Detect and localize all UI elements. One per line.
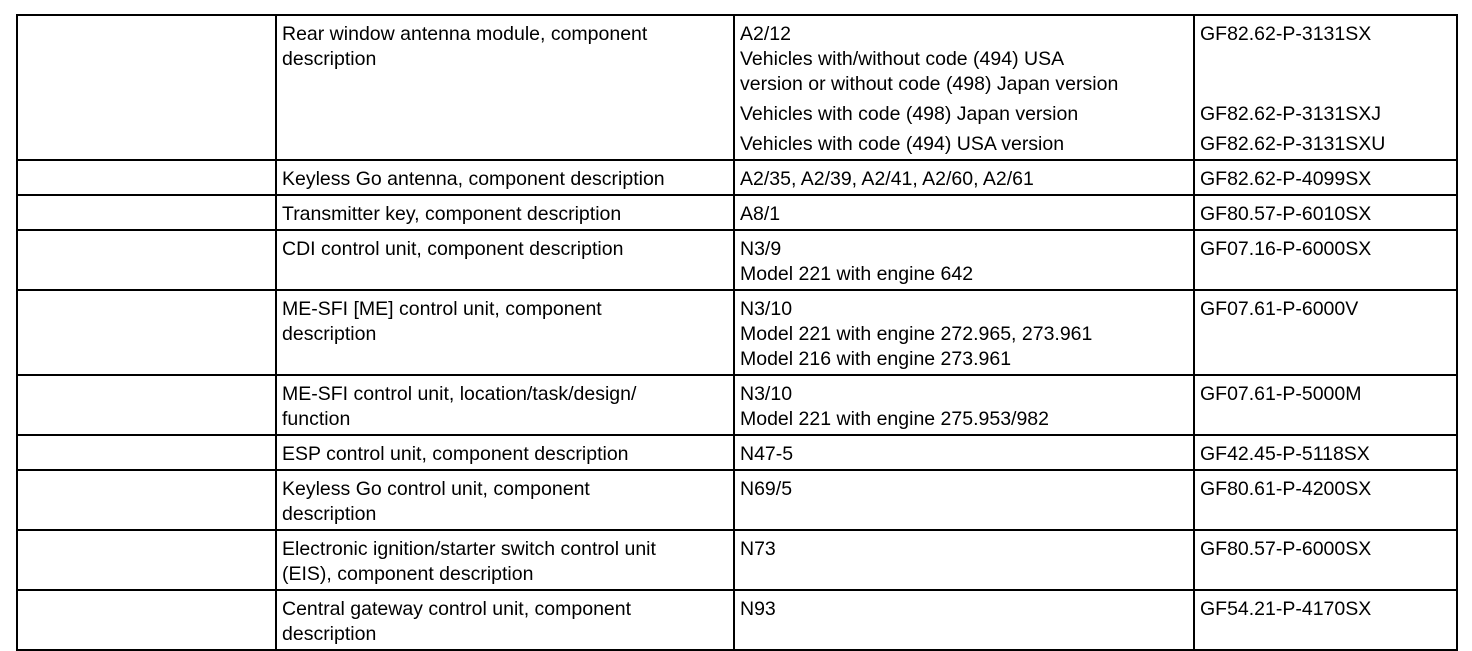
table-row xyxy=(17,15,1457,160)
document-code: GF07.61-P-6000V xyxy=(1200,298,1359,320)
document-code: GF07.16-P-6000SX xyxy=(1200,238,1372,260)
table-row xyxy=(17,230,1457,290)
document-code: GF54.21-P-4170SX xyxy=(1200,598,1372,620)
empty-cell xyxy=(17,470,276,530)
empty-cell xyxy=(17,375,276,435)
table-row xyxy=(17,530,1457,590)
component-table xyxy=(16,14,1458,651)
component-line: A8/1 xyxy=(740,203,781,225)
component-line: Vehicles with/without code (494) USA xyxy=(740,48,1065,70)
component-line: N93 xyxy=(740,598,776,620)
description-cell xyxy=(276,375,734,435)
table-row xyxy=(17,375,1457,435)
description-line: ESP control unit, component description xyxy=(282,443,629,465)
component-line: version or without code (498) Japan version xyxy=(740,73,1119,95)
empty-cell xyxy=(17,195,276,230)
document-cell xyxy=(1194,470,1457,530)
description-line: (EIS), component description xyxy=(282,563,534,585)
document-cell xyxy=(1194,15,1457,160)
table-row xyxy=(17,160,1457,195)
component-cell xyxy=(734,195,1194,230)
description-line: description xyxy=(282,48,377,70)
description-line: Keyless Go control unit, component xyxy=(282,478,590,500)
description-cell xyxy=(276,590,734,650)
document-code: GF82.62-P-4099SX xyxy=(1200,168,1372,190)
empty-cell xyxy=(17,15,276,160)
document-code: GF80.57-P-6000SX xyxy=(1200,538,1372,560)
empty-cell xyxy=(17,435,276,470)
component-line: Vehicles with code (498) Japan version xyxy=(740,103,1079,125)
description-cell xyxy=(276,470,734,530)
description-line: description xyxy=(282,323,377,345)
description-cell xyxy=(276,530,734,590)
description-line: description xyxy=(282,623,377,645)
description-line: CDI control unit, component description xyxy=(282,238,624,260)
component-cell xyxy=(734,15,1194,160)
table-row xyxy=(17,435,1457,470)
component-line: Model 221 with engine 642 xyxy=(740,263,974,285)
document-cell xyxy=(1194,195,1457,230)
description-cell xyxy=(276,15,734,160)
description-cell xyxy=(276,160,734,195)
description-line: description xyxy=(282,503,377,525)
component-line: N3/10 xyxy=(740,298,793,320)
table-row xyxy=(17,195,1457,230)
empty-cell xyxy=(17,160,276,195)
description-line: Central gateway control unit, component xyxy=(282,598,632,620)
document-cell xyxy=(1194,530,1457,590)
component-cell xyxy=(734,435,1194,470)
document-code: GF82.62-P-3131SXU xyxy=(1200,133,1386,155)
empty-cell xyxy=(17,530,276,590)
empty-cell xyxy=(17,290,276,375)
component-cell xyxy=(734,470,1194,530)
document-cell xyxy=(1194,230,1457,290)
document-code: GF80.57-P-6010SX xyxy=(1200,203,1372,225)
document-code: GF07.61-P-5000M xyxy=(1200,383,1362,405)
empty-cell xyxy=(17,230,276,290)
table-row xyxy=(17,590,1457,650)
component-line: Model 221 with engine 272.965, 273.961 xyxy=(740,323,1093,345)
table-row xyxy=(17,470,1457,530)
component-line: N69/5 xyxy=(740,478,793,500)
description-cell xyxy=(276,195,734,230)
description-cell xyxy=(276,435,734,470)
empty-cell xyxy=(17,590,276,650)
component-line: Vehicles with code (494) USA version xyxy=(740,133,1065,155)
component-cell xyxy=(734,230,1194,290)
table-row xyxy=(17,290,1457,375)
component-line: N3/10 xyxy=(740,383,793,405)
document-cell xyxy=(1194,435,1457,470)
component-line: A2/12 xyxy=(740,23,791,45)
document-cell xyxy=(1194,160,1457,195)
component-line: A2/35, A2/39, A2/41, A2/60, A2/61 xyxy=(740,168,1034,190)
document-code: GF42.45-P-5118SX xyxy=(1200,443,1370,465)
document-code: GF80.61-P-4200SX xyxy=(1200,478,1372,500)
component-line: Model 216 with engine 273.961 xyxy=(740,348,1012,370)
description-line: ME-SFI [ME] control unit, component xyxy=(282,298,602,320)
component-cell xyxy=(734,160,1194,195)
component-line: N73 xyxy=(740,538,776,560)
description-line: Keyless Go antenna, component description xyxy=(282,168,665,190)
document-cell xyxy=(1194,590,1457,650)
description-line: ME-SFI control unit, location/task/design/ xyxy=(282,383,637,405)
component-cell xyxy=(734,590,1194,650)
component-cell xyxy=(734,530,1194,590)
component-line: N3/9 xyxy=(740,238,782,260)
document-cell xyxy=(1194,290,1457,375)
component-cell xyxy=(734,290,1194,375)
component-line: N47-5 xyxy=(740,443,794,465)
document-code: GF82.62-P-3131SXJ xyxy=(1200,103,1382,125)
description-line: Transmitter key, component description xyxy=(282,203,622,225)
description-line: function xyxy=(282,408,351,430)
component-cell xyxy=(734,375,1194,435)
component-line: Model 221 with engine 275.953/982 xyxy=(740,408,1049,430)
description-cell xyxy=(276,290,734,375)
document-cell xyxy=(1194,375,1457,435)
document-code: GF82.62-P-3131SX xyxy=(1200,23,1372,45)
description-line: Rear window antenna module, component xyxy=(282,23,648,45)
description-line: Electronic ignition/starter switch control unit xyxy=(282,538,656,560)
description-cell xyxy=(276,230,734,290)
